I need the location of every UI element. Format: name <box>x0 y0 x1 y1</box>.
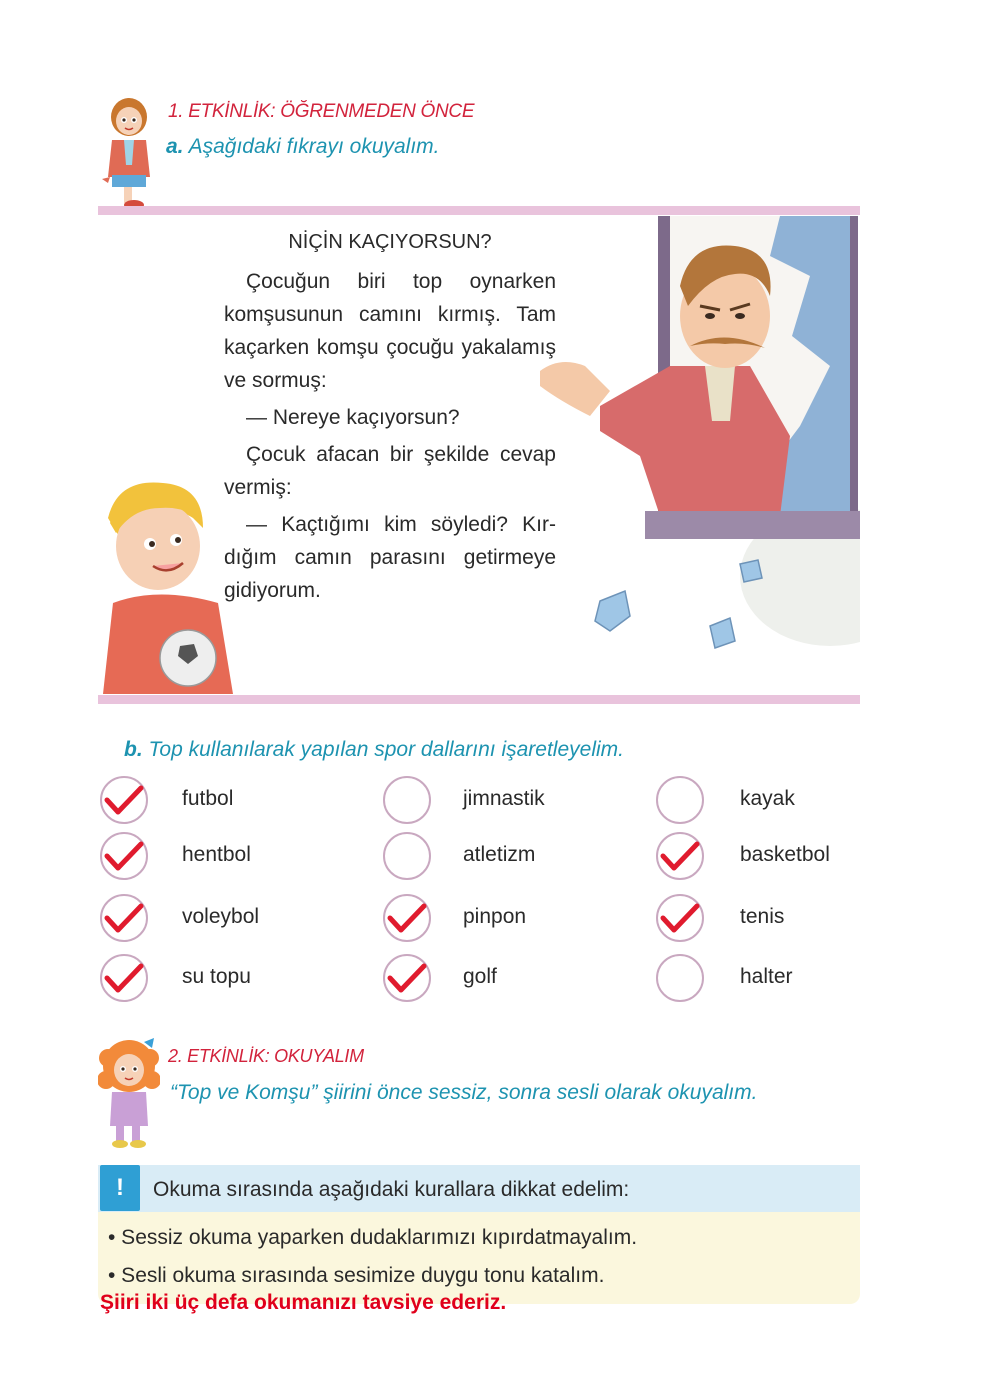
curly-girl-illustration <box>98 1038 160 1150</box>
red-advice-note: Şiiri iki üç defa okumanızı tavsiye ederiz. <box>100 1291 507 1314</box>
top-pink-rule <box>98 206 860 215</box>
sport-label: tenis <box>740 905 785 928</box>
red-checkmark-icon <box>659 900 701 936</box>
activity-1-title: 1. ETKİNLİK: ÖĞRENMEDEN ÖNCE <box>168 101 475 122</box>
sport-label: pinpon <box>463 905 527 928</box>
red-checkmark-icon <box>103 782 145 818</box>
sport-label: futbol <box>182 787 234 810</box>
red-checkmark-icon <box>386 900 428 936</box>
notice-rule-1: • Sessiz okuma yaparken dudaklarımızı kıpırdatmayalım. <box>108 1226 638 1249</box>
part-b-text: Top kullanılarak yapılan spor dallarını işaretleyelim. <box>148 738 624 761</box>
red-checkmark-icon <box>103 900 145 936</box>
red-checkmark-icon <box>659 838 701 874</box>
part-a-instruction <box>166 135 440 159</box>
angry-neighbor-illustration <box>530 216 860 694</box>
activity-2-title: 2. ETKİNLİK: OKUYALIM <box>168 1046 364 1066</box>
story-title: NİÇİN KAÇIYORSUN? <box>288 231 492 253</box>
sport-label: halter <box>740 965 793 988</box>
checkbox-circle[interactable] <box>656 954 704 1002</box>
notice-rule-2: • Sesli okuma sırasında sesimize duygu tonu katalım. <box>108 1264 605 1287</box>
sport-label: voleybol <box>182 905 260 928</box>
checkbox-circle[interactable] <box>383 832 431 880</box>
sport-label: jimnastik <box>463 787 545 810</box>
part-a-text: Aşağıdaki fıkrayı okuyalım. <box>188 135 440 158</box>
girl-character-illustration <box>98 95 160 213</box>
part-b-instruction <box>124 738 624 762</box>
sport-label: kayak <box>740 787 795 810</box>
part-b-letter: b. <box>124 738 143 761</box>
sport-label: su topu <box>182 965 251 988</box>
checkbox-circle[interactable] <box>383 776 431 824</box>
sport-label: basketbol <box>740 843 830 866</box>
story-paragraph-3: Çocuk afacan bir şekilde cevap vermiş: <box>224 443 556 499</box>
exclamation-icon: ! <box>100 1165 140 1211</box>
story-paragraph-1: Çocuğun biri top oynarken komşusunun camını kırmış. Tam kaçarken komşu çocuğu yakalamış ve sormuş: <box>224 270 556 392</box>
red-checkmark-icon <box>103 838 145 874</box>
story-paragraph-2: — Nereye kaçıyorsun? <box>246 406 460 429</box>
story-block <box>224 226 556 607</box>
sport-label: hentbol <box>182 843 251 866</box>
checkbox-circle[interactable] <box>656 776 704 824</box>
boy-with-ball-illustration <box>98 478 240 694</box>
red-checkmark-icon <box>103 960 145 996</box>
red-checkmark-icon <box>386 960 428 996</box>
sport-label: atletizm <box>463 843 536 866</box>
activity-2-instruction: “Top ve Komşu” şiirini önce sessiz, sonra sesli olarak okuyalım. <box>170 1081 758 1104</box>
story-paragraph-4: — Kaçtığımı kim söyledi? Kırdığım camın parasını getirmeye gidiyorum. <box>224 513 556 602</box>
part-a-letter: a. <box>166 135 184 158</box>
notice-heading: Okuma sırasında aşağıdaki kurallara dikkat edelim: <box>153 1178 630 1201</box>
sport-label: golf <box>463 965 497 988</box>
bottom-pink-rule <box>98 695 860 704</box>
